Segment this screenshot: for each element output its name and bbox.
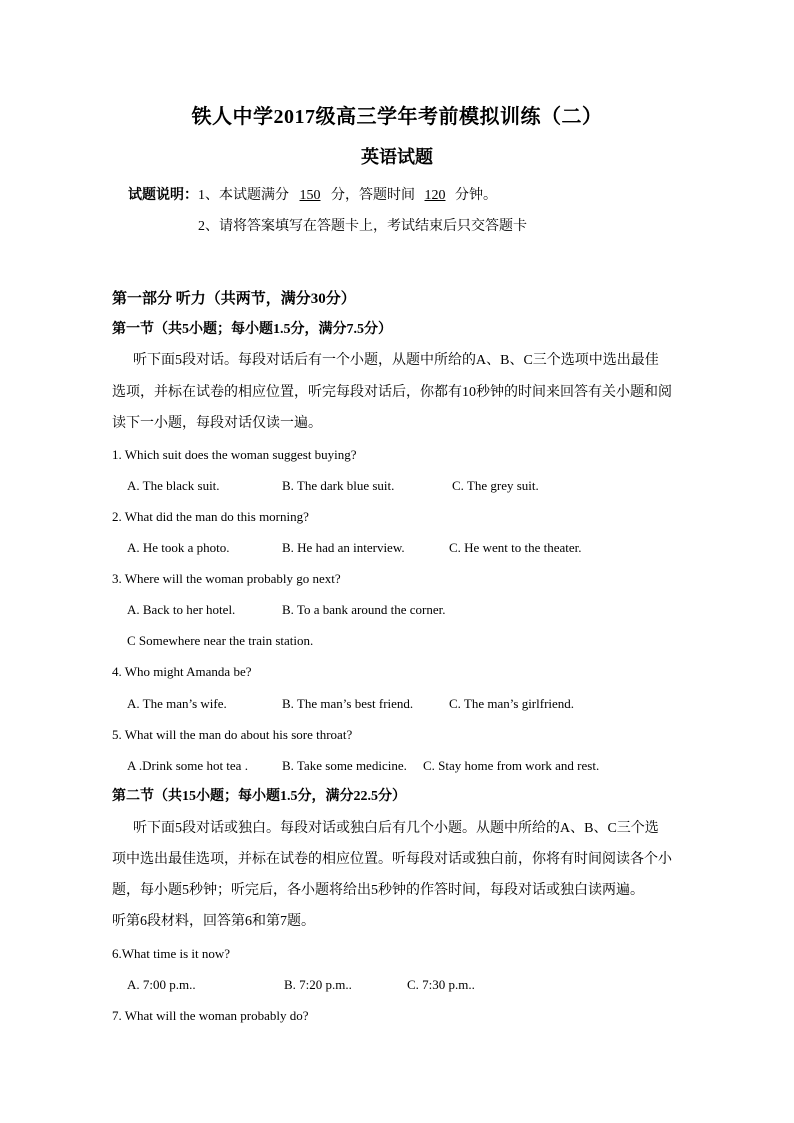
q6-option-a: A. 7:00 p.m.. bbox=[127, 977, 196, 992]
q3-option-c: C Somewhere near the train station. bbox=[127, 633, 314, 648]
question-4: 4. Who might Amanda be? bbox=[112, 664, 252, 679]
q4-option-a: A. The man’s wife. bbox=[127, 696, 227, 711]
q4-option-c: C. The man’s girlfriend. bbox=[449, 696, 575, 711]
question-5: 5. What will the man do about his sore throat? bbox=[112, 727, 353, 742]
q3-option-a: A. Back to her hotel. bbox=[127, 602, 236, 617]
q2-option-a: A. He took a photo. bbox=[127, 540, 230, 555]
q5-option-b: B. Take some medicine. bbox=[282, 758, 407, 773]
question-2: 2. What did the man do this morning? bbox=[112, 509, 309, 524]
instructions-label: 试题说明： bbox=[128, 188, 198, 203]
section1-para-line-3: 读下一小题，每段对话仅读一遍。 bbox=[112, 416, 322, 431]
q1-option-a: A. The black suit. bbox=[127, 478, 220, 493]
exam-subtitle: 英语试题 bbox=[361, 147, 433, 167]
q4-option-b: B. The man’s best friend. bbox=[282, 696, 414, 711]
q5-option-c: C. Stay home from work and rest. bbox=[423, 758, 600, 773]
exam-title: 铁人中学2017级高三学年考前模拟训练（二） bbox=[191, 106, 603, 128]
material-note: 听第6段材料，回答第6和第7题。 bbox=[112, 914, 315, 929]
q1-option-b: B. The dark blue suit. bbox=[282, 478, 395, 493]
section2-para-line-3: 题，每小题5秒钟；听完后，各小题将给出5秒钟的作答时间，每段对话或独白读两遍。 bbox=[112, 883, 644, 898]
q6-option-c: C. 7:30 p.m.. bbox=[407, 977, 475, 992]
question-7: 7. What will the woman probably do? bbox=[112, 1008, 309, 1023]
instructions-line-1 bbox=[128, 186, 497, 206]
q3-option-b: B. To a bank around the corner. bbox=[282, 602, 446, 617]
section2-para-line-1: 听下面5段对话或独白。每段对话或独白后有几个小题。从题中所给的A、B、C三个选 bbox=[133, 821, 659, 836]
section2-heading: 第二节（共15小题；每小题1.5分，满分22.5分） bbox=[112, 789, 406, 804]
q5-option-a: A .Drink some hot tea . bbox=[127, 758, 248, 773]
section1-heading: 第一节（共5小题；每小题1.5分，满分7.5分） bbox=[112, 322, 392, 337]
question-3: 3. Where will the woman probably go next? bbox=[112, 571, 341, 586]
exam-time: 120 bbox=[424, 188, 446, 203]
instructions-line-2: 2、请将答案填写在答题卡上，考试结束后只交答题卡 bbox=[198, 219, 527, 234]
question-6: 6.What time is it now? bbox=[112, 946, 231, 961]
q2-option-c: C. He went to the theater. bbox=[449, 540, 582, 555]
q1-option-c: C. The grey suit. bbox=[452, 478, 539, 493]
question-1: 1. Which suit does the woman suggest buying? bbox=[112, 447, 357, 462]
total-score: 150 bbox=[299, 188, 321, 203]
instructions-text-c: 分钟。 bbox=[455, 188, 497, 203]
part1-heading: 第一部分 听力（共两节，满分30分） bbox=[112, 291, 356, 307]
q6-option-b: B. 7:20 p.m.. bbox=[284, 977, 352, 992]
section2-para-line-2: 项中选出最佳选项，并标在试卷的相应位置。听每段对话或独白前，你将有时间阅读各个小 bbox=[112, 852, 672, 867]
q2-option-b: B. He had an interview. bbox=[282, 540, 405, 555]
section1-para-line-2: 选项，并标在试卷的相应位置，听完每段对话后，你都有10秒钟的时间来回答有关小题和阅 bbox=[112, 385, 672, 400]
instructions-text-a: 1、本试题满分 bbox=[198, 188, 289, 203]
section1-para-line-1: 听下面5段对话。每段对话后有一个小题，从题中所给的A、B、C三个选项中选出最佳 bbox=[133, 353, 659, 368]
instructions-text-b: 分，答题时间 bbox=[331, 188, 415, 203]
